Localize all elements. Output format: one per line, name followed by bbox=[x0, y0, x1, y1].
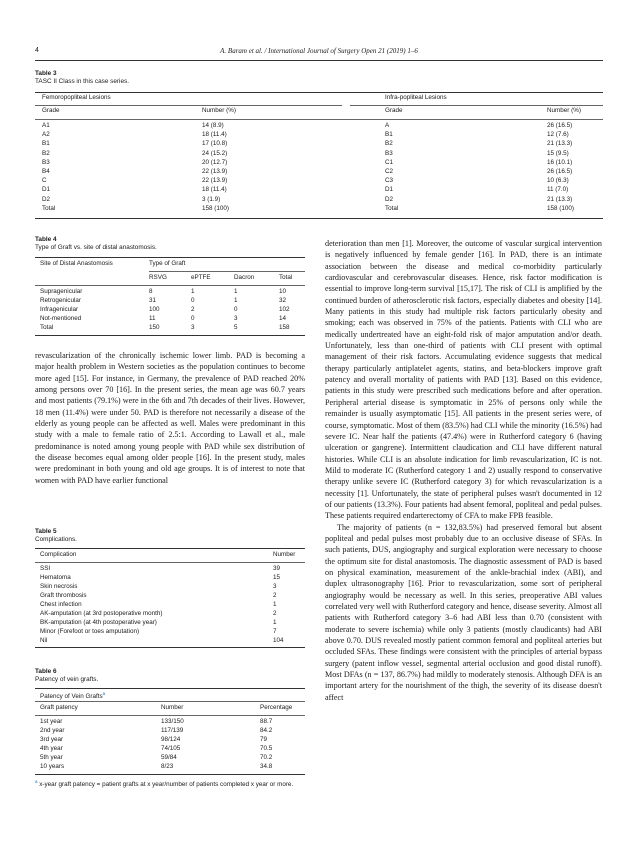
table3-row bbox=[35, 159, 603, 167]
table4-eptfe-header: ePTFE bbox=[191, 274, 211, 281]
table5-row bbox=[35, 574, 305, 582]
table5-complication: Chest infection bbox=[40, 601, 82, 608]
table3-left-grade: D2 bbox=[42, 195, 51, 203]
table6-period: 10 years bbox=[40, 763, 65, 770]
table6-period: 1st year bbox=[40, 718, 63, 725]
table5-row bbox=[35, 565, 305, 573]
table6-footnote-mark: a bbox=[35, 779, 38, 784]
table5-number: 1 bbox=[273, 601, 277, 608]
table4-rsvg: 150 bbox=[149, 324, 160, 331]
table5-complication: Skin necrosis bbox=[40, 583, 78, 590]
table4-eptfe: 0 bbox=[191, 315, 195, 322]
table5-complication: Hematoma bbox=[40, 574, 71, 581]
table5-row bbox=[35, 619, 305, 627]
table4-total-header: Total bbox=[279, 274, 293, 281]
table6-group-footnote-mark: a bbox=[102, 691, 106, 696]
table3-row bbox=[35, 131, 603, 139]
table5-number: 7 bbox=[273, 628, 277, 635]
table4-top-rule bbox=[35, 257, 305, 258]
table4-rsvg: 31 bbox=[149, 297, 157, 304]
table5-number: 3 bbox=[273, 583, 277, 590]
table5-label: Table 5 bbox=[35, 528, 57, 535]
table4-row bbox=[35, 297, 305, 305]
table3-row bbox=[35, 122, 603, 130]
table6-percentage-header: Percentage bbox=[260, 704, 293, 711]
table3-right-grade: C3 bbox=[385, 177, 394, 185]
table3-left-grade: B3 bbox=[42, 158, 50, 166]
table3-right-number: 12 (7.6) bbox=[547, 131, 569, 139]
table3-left-grade: B2 bbox=[42, 149, 50, 157]
table6-bottom-rule bbox=[35, 774, 305, 775]
table3-right-number: 26 (16.5) bbox=[547, 122, 573, 129]
table6-group-rule bbox=[35, 701, 305, 702]
running-header bbox=[35, 47, 603, 61]
table5-row bbox=[35, 601, 305, 609]
table5-bottom-rule bbox=[35, 647, 305, 648]
table5-number: 104 bbox=[273, 637, 284, 644]
table5-row bbox=[35, 592, 305, 600]
table3-left-number: 22 (13.9) bbox=[202, 177, 228, 185]
table4-label: Table 4 bbox=[35, 236, 57, 243]
table5-complication: Graft thrombosis bbox=[40, 592, 87, 599]
table6-title: Patency of vein grafts. bbox=[35, 676, 99, 683]
table3-row bbox=[35, 205, 603, 213]
table3-title: TASC II Class in this case series. bbox=[35, 78, 129, 85]
table3-row bbox=[35, 168, 603, 176]
table6-caption bbox=[35, 668, 98, 684]
table6-period: 5th year bbox=[40, 754, 63, 761]
table3-right-grade: A bbox=[385, 122, 390, 129]
body-paragraph: deterioration than men [1]. Moreover, the outcome of vascular surgical intervention is negatively influenced by female gender [16]. In PAD, there is an intimate association between the disease and medical co-morbidity particularly cardiovascular and cerebrovascular diseases. Hence, risk factor modification is essential to improve long-term survival [15,17]. The risk of CLI is amplified by the continued burden of atherosclerotic risk factors, especially diabetes and obesity [14]. Many patients in this study had multiple risk factors particularly obesity and smoking; each was observed in 75% of the patients. Patients with CLI who are medically undertreated have an eight-fold risk of major amputation and/or death. Unfortunately, less than one-third of patients with CLI present with optimal management of their risk factors. Accumulating evidence suggests that medical therapy particularly antiplatelet agents, statins, and beta-blockers improve graft patency and overall mortality of patients with PAD [13]. Based on this evidence, patients in this study were prescribed such medications before and after operation. Peripheral arterial disease is symptomatic in 25% of persons only while the remainder is usually asymptomatic [15]. All patients in the present series were, of course, symptomatic. Most of them (83.5%) had CLI while the minority (16.5%) had severe IC. Near half the patients (47.4%) were in Rutherford category 6 (having ulceration or gangrene). Intermittent claudication and CLI have different natural histories. While CLI is an absolute indication for limb revascularization, IC is not. Mild to moderate IC (Rutherford category 1 and 2) usually respond to conservative therapy unlike severe IC (Rutherford category 3) for which revascularization is a necessity [1]. Unfortunately, the state of peripheral pulses wasn't documented in 12 of our patients (13.3%). Four patients had absent femoral, popliteal and pedal pulses. These patients required endarterectomy of CFA to make FPB feasible. bbox=[325, 239, 602, 521]
table3-left-number: 14 (8.9) bbox=[202, 122, 224, 129]
table4-rsvg: 11 bbox=[149, 315, 156, 322]
table3-left-grade: C bbox=[42, 177, 47, 185]
table3-left-grade-header: Grade bbox=[42, 107, 60, 114]
table3-row bbox=[35, 186, 603, 194]
table6-number: 74/105 bbox=[161, 745, 181, 752]
table6-period: 3rd year bbox=[40, 736, 64, 743]
table3-row bbox=[35, 177, 603, 185]
table6-footnote bbox=[35, 778, 305, 790]
table3-right-number: 10 (6.3) bbox=[547, 177, 569, 185]
table3-right-number: 21 (13.3) bbox=[547, 140, 573, 148]
table5-row bbox=[35, 637, 305, 645]
table4-row bbox=[35, 306, 305, 314]
table3-right-number: 158 (100) bbox=[547, 204, 574, 212]
table5-number: 15 bbox=[273, 574, 281, 581]
table3-right-number-header: Number (%) bbox=[547, 107, 581, 114]
table5-row bbox=[35, 610, 305, 618]
table3-left-group-rule bbox=[35, 105, 342, 106]
table3-right-number: 26 (16.5) bbox=[547, 168, 573, 175]
table6-period: 4th year bbox=[40, 745, 63, 752]
table3-left-grade: Total bbox=[42, 204, 56, 212]
table6-number: 133/150 bbox=[161, 718, 184, 725]
table3-right-number: 11 (7.0) bbox=[547, 186, 569, 194]
table6-percentage: 88.7 bbox=[260, 718, 273, 725]
table4-dacron: 1 bbox=[234, 288, 238, 295]
table3-right-grade: B2 bbox=[385, 140, 393, 148]
table6-number: 59/84 bbox=[161, 754, 177, 761]
table3-bottom-rule bbox=[35, 218, 603, 219]
table3-row bbox=[35, 196, 603, 204]
table3-left-grade: D1 bbox=[42, 186, 51, 194]
table4-site: Retrogenicular bbox=[40, 297, 81, 304]
table6-percentage: 84.2 bbox=[260, 727, 273, 734]
table6-column-header bbox=[35, 704, 305, 712]
table4-eptfe: 3 bbox=[191, 324, 195, 331]
table4-total: 158 bbox=[279, 324, 290, 331]
table6-row bbox=[35, 736, 305, 744]
table4-rsvg: 8 bbox=[149, 288, 153, 295]
table4-dacron: 5 bbox=[234, 324, 238, 331]
table5-number-header: Number bbox=[273, 551, 296, 558]
table5-top-rule bbox=[35, 548, 305, 549]
table4-total: 14 bbox=[279, 315, 287, 322]
table3-row bbox=[35, 150, 603, 158]
table6-group-header bbox=[35, 690, 305, 701]
table3-right-number: 15 (9.5) bbox=[547, 149, 569, 157]
table4-dacron: 3 bbox=[234, 315, 238, 322]
table6-period: 2nd year bbox=[40, 727, 65, 734]
table3-left-number: 20 (12.7) bbox=[202, 158, 228, 166]
table6-row bbox=[35, 718, 305, 726]
table3-left-number: 22 (13.9) bbox=[202, 168, 228, 175]
table5-complication: Nil bbox=[40, 637, 48, 644]
table5-row bbox=[35, 583, 305, 591]
table3-right-grade: B3 bbox=[385, 149, 393, 157]
body-text-right bbox=[325, 238, 602, 703]
table6-group-title-text: Patency of Vein Grafts bbox=[40, 693, 103, 701]
table4-header-rule bbox=[35, 285, 305, 286]
table3-right-number: 16 (10.1) bbox=[547, 158, 573, 166]
table3-right-grade: B1 bbox=[385, 131, 393, 139]
table4-type-rule bbox=[149, 271, 305, 272]
table4-caption bbox=[35, 236, 157, 252]
table3-right-grade-header: Grade bbox=[385, 107, 403, 114]
table6-patency-header: Graft patency bbox=[40, 704, 78, 711]
table4-type-header: Type of Graft bbox=[149, 260, 186, 267]
table4-dacron: 1 bbox=[234, 297, 238, 304]
table5-complication-header: Complication bbox=[40, 551, 77, 558]
table4-eptfe: 1 bbox=[191, 288, 195, 295]
table5-number: 1 bbox=[273, 619, 277, 626]
table3-right-number: 21 (13.3) bbox=[547, 195, 573, 203]
table3-top-rule bbox=[35, 92, 603, 93]
table3-left-grade: A2 bbox=[42, 131, 50, 139]
table6-percentage: 70.2 bbox=[260, 754, 273, 761]
table5-complication: AK-amputation (at 3rd postoperative month) bbox=[40, 610, 163, 617]
table3-column-header bbox=[35, 107, 603, 115]
header-divider bbox=[35, 60, 603, 61]
table4-row bbox=[35, 324, 305, 332]
body-text-left bbox=[35, 350, 305, 486]
table5-complication: BK-amputation (at 4th postoperative year) bbox=[40, 619, 157, 626]
table3-right-group-rule bbox=[350, 105, 603, 106]
table4-site: Not-mentioned bbox=[40, 315, 82, 322]
table6-percentage: 34.8 bbox=[260, 763, 273, 770]
body-paragraph: The majority of patients (n = 132,83.5%) had preserved femoral but absent popliteal and pedal pulses most probably due to an occlusive disease of SFAs. In such patients, DUS, angiography and surgical exploration were necessary to choose the optimum site for distal anastomosis. The diagnostic assessment of PAD is based on physical examination, measurement of the ankle-brachial index (ABI), and duplex ultrasonography [16]. Prior to revascularization, some sort of peripheral angiography would be necessary as well. In this series, preoperative ABI values correlated very well with Rutherford category and hence, disease severity. Almost all patients with Rutherford category 3–6 had ABI less than 0.70 (consistent with moderate to severe ischemia) while only 3 patients (mostly claudicants) had ABI above 0.70. DUS revealed mostly patient common femoral and popliteal arteries but occluded SFAs. These findings were consistent with the principles of arterial bypass surgery (patent inflow vessel, segmental arterial occlusion and good distal runoff). Most DFAs (n = 137, 86.7%) had mildly to moderately stenosis. Although DFA is an important artery for the nourishment of the thigh, the severity of its disease doesn't affect bbox=[325, 522, 602, 702]
table4-site: Supragenicular bbox=[40, 288, 83, 295]
table3-left-grade: A1 bbox=[42, 122, 50, 129]
table4-row bbox=[35, 315, 305, 323]
table5-number: 39 bbox=[273, 565, 281, 572]
table3-left-number: 18 (11.4) bbox=[202, 131, 227, 139]
table5-title: Complications. bbox=[35, 536, 77, 543]
table4-total: 10 bbox=[279, 288, 287, 295]
table3-right-group: Infra-popliteal Lesions bbox=[385, 94, 447, 101]
table6-percentage: 70.5 bbox=[260, 745, 273, 752]
table3-left-number-header: Number (%) bbox=[202, 107, 236, 114]
table6-row bbox=[35, 745, 305, 753]
table4-row bbox=[35, 288, 305, 296]
table6-row bbox=[35, 763, 305, 771]
table4-rsvg-header: RSVG bbox=[149, 274, 167, 281]
body-paragraph: revascularization of the chronically ischemic lower limb. PAD is becoming a major health problem in Western societies as the population continues to become more aged [15]. For instance, in Germany, the prevalence of PAD reached 20% among persons over 70 [16]. In the present series, the mean age was 60.7 years and most patients (79.1%) were in the 6th and 7th decades of their lives. However, 18 men (11.4%) were under 50. PAD is therefore not necessarily a disease of the elderly as young people can be affected as well. Males were predominant in this study with a male to female ratio of 2.5:1. According to Lawall et al., male predominance is noted among young people with PAD while sex distribution of the disease becomes equal among older people [16]. In the present study, males were predominant in both young and old age groups. It is of interest to note that women with PAD have earlier functional bbox=[35, 351, 305, 485]
table6-row bbox=[35, 754, 305, 762]
table6-footnote-text: x-year graft patency = patient grafts at x year/number of patients completed x year or more. bbox=[37, 781, 294, 789]
table3-right-grade: C1 bbox=[385, 158, 394, 166]
table4-site: Infragenicular bbox=[40, 306, 79, 313]
table5-column-header bbox=[35, 551, 305, 559]
table5-number: 2 bbox=[273, 610, 277, 617]
table3-right-grade: D2 bbox=[385, 195, 394, 203]
table3-right-grade: Total bbox=[385, 204, 399, 212]
table3-right-grade: C2 bbox=[385, 168, 394, 175]
table3-row bbox=[35, 140, 603, 148]
table6-number: 8/23 bbox=[161, 763, 174, 770]
table4-bottom-rule bbox=[35, 335, 305, 336]
table3-group-header bbox=[35, 94, 603, 102]
table4-subcolumn-header bbox=[35, 274, 305, 282]
table6-number-header: Number bbox=[161, 704, 184, 711]
table4-rsvg: 100 bbox=[149, 306, 160, 313]
table3-label: Table 3 bbox=[35, 70, 57, 77]
table5-complication: Minor (Forefoot or toes amputation) bbox=[40, 628, 140, 635]
table3-left-grade: B4 bbox=[42, 168, 50, 175]
table3-left-number: 17 (10.8) bbox=[202, 140, 228, 148]
page-number: 4 bbox=[35, 47, 39, 54]
journal-citation: A. Baram et al. / International Journal of Surgery Open 21 (2019) 1–6 bbox=[220, 47, 418, 55]
table5-header-rule bbox=[35, 562, 305, 563]
table3-caption bbox=[35, 70, 129, 86]
table3-left-group: Femoropopliteal Lesions bbox=[42, 94, 111, 101]
table4-title: Type of Graft vs. site of distal anastomosis. bbox=[35, 244, 157, 251]
table4-dacron-header: Dacron bbox=[234, 274, 255, 281]
table5-complication: SSI bbox=[40, 565, 51, 572]
table3-left-number: 158 (100) bbox=[202, 204, 229, 212]
table3-left-number: 18 (11.4) bbox=[202, 186, 227, 194]
table4-total: 32 bbox=[279, 297, 287, 304]
table3-left-number: 3 (1.9) bbox=[202, 195, 221, 203]
table5-row bbox=[35, 628, 305, 636]
table6-row bbox=[35, 727, 305, 735]
table6-header-rule bbox=[35, 715, 305, 716]
table4-eptfe: 0 bbox=[191, 297, 195, 304]
table3-right-grade: D1 bbox=[385, 186, 394, 194]
table6-label: Table 6 bbox=[35, 668, 57, 675]
table6-number: 117/139 bbox=[161, 727, 184, 734]
table4-eptfe: 2 bbox=[191, 306, 195, 313]
table6-percentage: 79 bbox=[260, 736, 268, 743]
table5-caption bbox=[35, 528, 77, 544]
table4-site: Total bbox=[40, 324, 54, 331]
table3-left-grade: B1 bbox=[42, 140, 50, 148]
table4-group-header bbox=[35, 260, 305, 268]
table3-left-number: 24 (15.2) bbox=[202, 149, 228, 157]
table6-top-rule bbox=[35, 688, 305, 689]
table5-number: 2 bbox=[273, 592, 277, 599]
table4-dacron: 0 bbox=[234, 306, 238, 313]
table4-total: 102 bbox=[279, 306, 290, 313]
table6-number: 98/124 bbox=[161, 736, 181, 743]
table4-site-header: Site of Distal Anastomosis bbox=[40, 260, 113, 267]
table6-group-title bbox=[40, 690, 105, 701]
table3-header-rule bbox=[35, 119, 603, 120]
